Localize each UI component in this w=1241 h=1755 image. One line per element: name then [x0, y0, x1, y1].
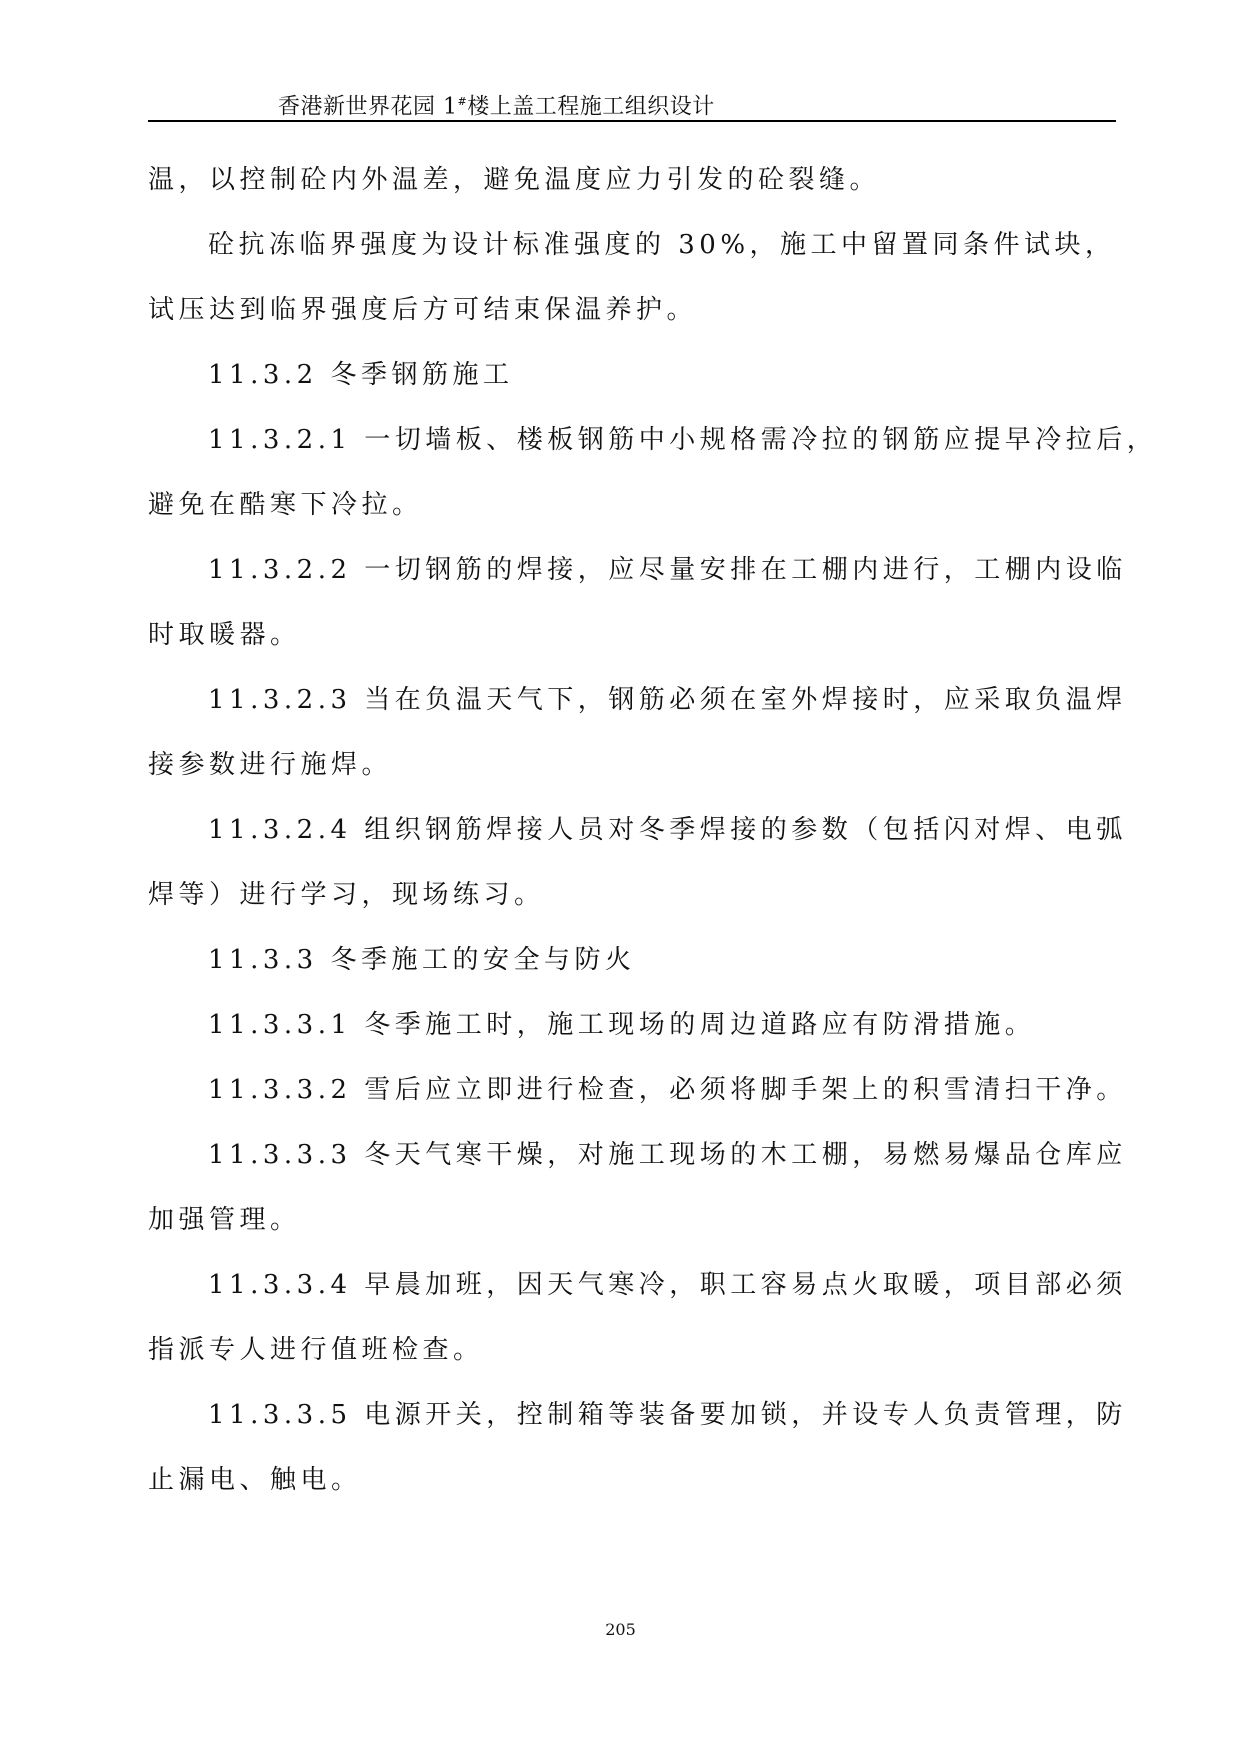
text-line: 11.3.2.1 一切墙板、楼板钢筋中小规格需冷拉的钢筋应提早冷拉后，: [208, 425, 1158, 455]
title-superscript: #: [457, 95, 468, 108]
text-line: 时取暖器。: [148, 620, 301, 650]
section-heading: 11.3.2 冬季钢筋施工: [208, 360, 514, 390]
text-line: 11.3.3.2 雪后应立即进行检查，必须将脚手架上的积雪清扫干净。: [208, 1075, 1127, 1105]
text-line: 指派专人进行值班检查。: [148, 1335, 484, 1365]
document-title: [278, 88, 715, 121]
text-line: 砼抗冻临界强度为设计标准强度的 30%，施工中留置同条件试块，: [208, 230, 1116, 260]
text-line: 11.3.3.3 冬天气寒干燥，对施工现场的木工棚，易燃易爆品仓库应: [208, 1140, 1127, 1170]
text-line: 加强管理。: [148, 1205, 301, 1235]
text-line: 11.3.2.4 组织钢筋焊接人员对冬季焊接的参数（包括闪对焊、电弧: [208, 815, 1127, 845]
text-line: 试压达到临界强度后方可结束保温养护。: [148, 295, 698, 325]
title-part-1: 香港新世界花园 1: [278, 94, 458, 120]
text-line: 11.3.2.2 一切钢筋的焊接，应尽量安排在工棚内进行，工棚内设临: [208, 555, 1127, 585]
text-line: 避免在酷寒下冷拉。: [148, 490, 423, 520]
page-number: 205: [605, 1620, 636, 1639]
text-line: 11.3.3.5 电源开关，控制箱等装备要加锁，并设专人负责管理，防: [208, 1400, 1127, 1430]
body-text: [148, 148, 1158, 1513]
page-header: [148, 88, 1116, 122]
text-line: 接参数进行施焊。: [148, 750, 393, 780]
text-line: 11.3.2.3 当在负温天气下，钢筋必须在室外焊接时，应采取负温焊: [208, 685, 1127, 715]
text-line: 11.3.3.4 早晨加班，因天气寒冷，职工容易点火取暖，项目部必须: [208, 1270, 1127, 1300]
text-line: 温，以控制砼内外温差，避免温度应力引发的砼裂缝。: [148, 165, 881, 195]
text-line: 11.3.3.1 冬季施工时，施工现场的周边道路应有防滑措施。: [208, 1010, 1036, 1040]
title-part-2: 楼上盖工程施工组织设计: [467, 94, 715, 120]
section-heading: 11.3.3 冬季施工的安全与防火: [208, 945, 636, 975]
text-line: 焊等）进行学习，现场练习。: [148, 880, 545, 910]
text-line: 止漏电、触电。: [148, 1465, 362, 1495]
